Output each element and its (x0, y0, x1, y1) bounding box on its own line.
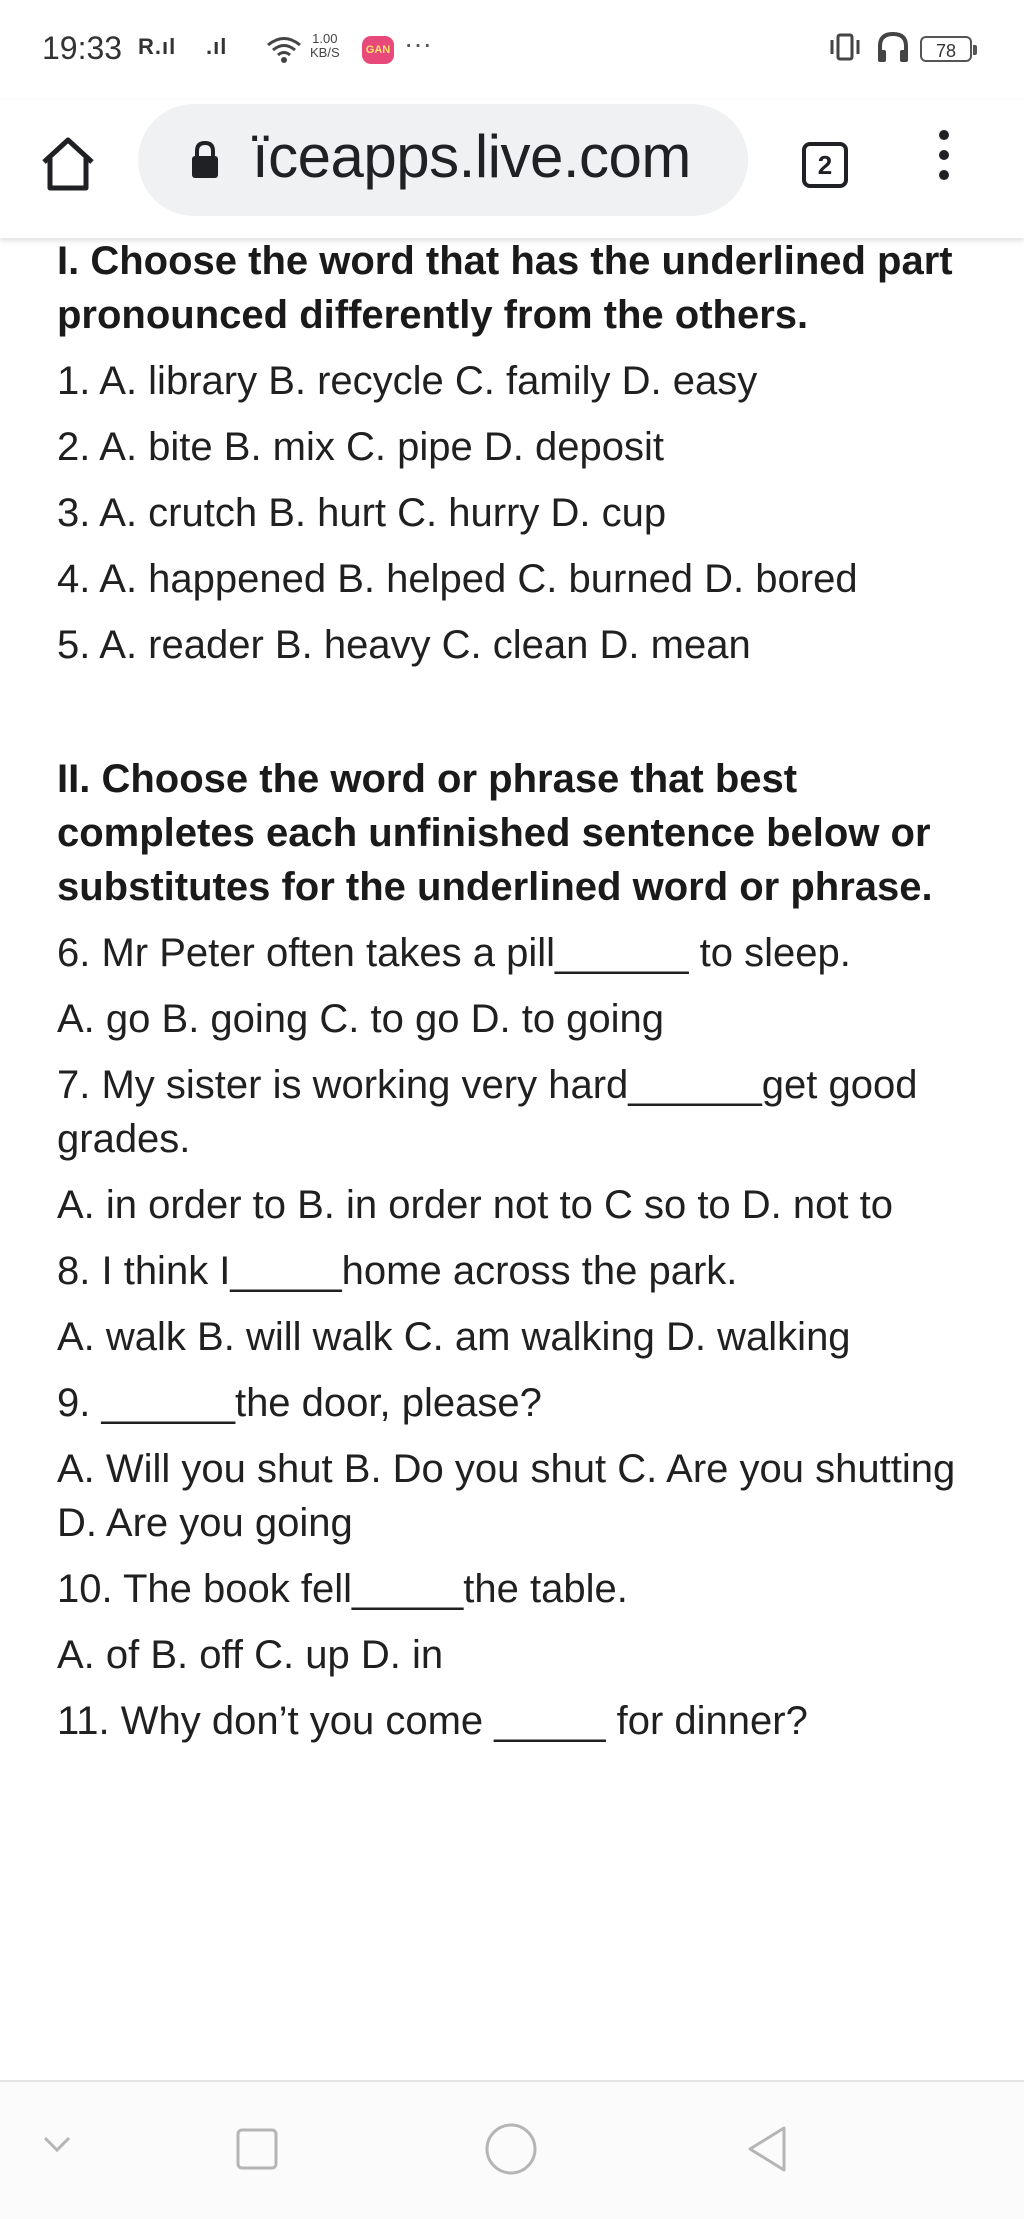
question-2: 2. A. bite B. mix C. pipe D. deposit (57, 425, 664, 469)
question-11: 11. Why don’t you come _____ for dinner? (57, 1699, 808, 1743)
signal-icon-2: .ıl (206, 34, 228, 59)
question-10: 10. The book fell_____the table. (57, 1567, 628, 1611)
signal-icon: R.ıl (138, 34, 177, 59)
chevron-down-icon[interactable] (42, 2132, 72, 2156)
tabs-icon[interactable]: 2 (802, 142, 848, 188)
question-9-options: A. Will you shut B. Do you shut C. Are you shutting D. Are you going (57, 1447, 956, 1545)
network-speed (310, 32, 340, 60)
question-6-options: A. go B. going C. to go D. to going (57, 997, 665, 1041)
question-7: 7. My sister is working very hard______get good grades. (57, 1063, 918, 1161)
question-6: 6. Mr Peter often takes a pill______ to sleep. (57, 931, 851, 975)
browser-toolbar (0, 100, 1024, 238)
square-icon[interactable] (234, 2126, 280, 2172)
question-3: 3. A. crutch B. hurt C. hurry D. cup (57, 491, 667, 535)
triangle-back-icon[interactable] (744, 2124, 788, 2174)
url-text[interactable]: ïceapps.live.com (252, 123, 691, 190)
question-9: 9. ______the door, please? (57, 1381, 542, 1425)
question-10-options: A. of B. off C. up D. in (57, 1633, 444, 1677)
more-notifications-icon: ··· (404, 28, 432, 59)
question-1: 1. A. library B. recycle C. family D. easy (57, 359, 758, 403)
more-vert-icon[interactable] (930, 130, 958, 194)
system-nav-bar (0, 2080, 1024, 2219)
circle-icon[interactable] (484, 2122, 538, 2176)
vibrate-icon (826, 30, 864, 66)
home-icon[interactable] (36, 132, 100, 196)
question-7-options: A. in order to B. in order not to C so to D. not to (57, 1183, 893, 1227)
speed-value: 1.00 (312, 31, 338, 46)
question-8-options: A. walk B. will walk C. am walking D. walking (57, 1315, 851, 1359)
status-time: 19:33 (42, 30, 123, 66)
battery-icon: 78 (920, 36, 972, 62)
section-1-heading: I. Choose the word that has the underlined part pronounced differently from the others. (57, 239, 953, 337)
app-notification-icon: GAN (362, 36, 394, 64)
question-5: 5. A. reader B. heavy C. clean D. mean (57, 623, 751, 667)
page-content (0, 238, 1024, 2080)
question-4: 4. A. happened B. helped C. burned D. bored (57, 557, 858, 601)
address-bar[interactable] (138, 104, 748, 216)
question-8: 8. I think I_____home across the park. (57, 1249, 738, 1293)
status-bar (0, 0, 1024, 100)
headphones-icon (876, 30, 910, 66)
speed-unit: KB/S (310, 45, 340, 60)
wifi-icon (266, 36, 302, 64)
section-2-heading: II. Choose the word or phrase that best completes each unfinished sentence below or substitutes for the underlined word or phrase. (57, 757, 933, 909)
lock-icon[interactable] (190, 140, 220, 180)
